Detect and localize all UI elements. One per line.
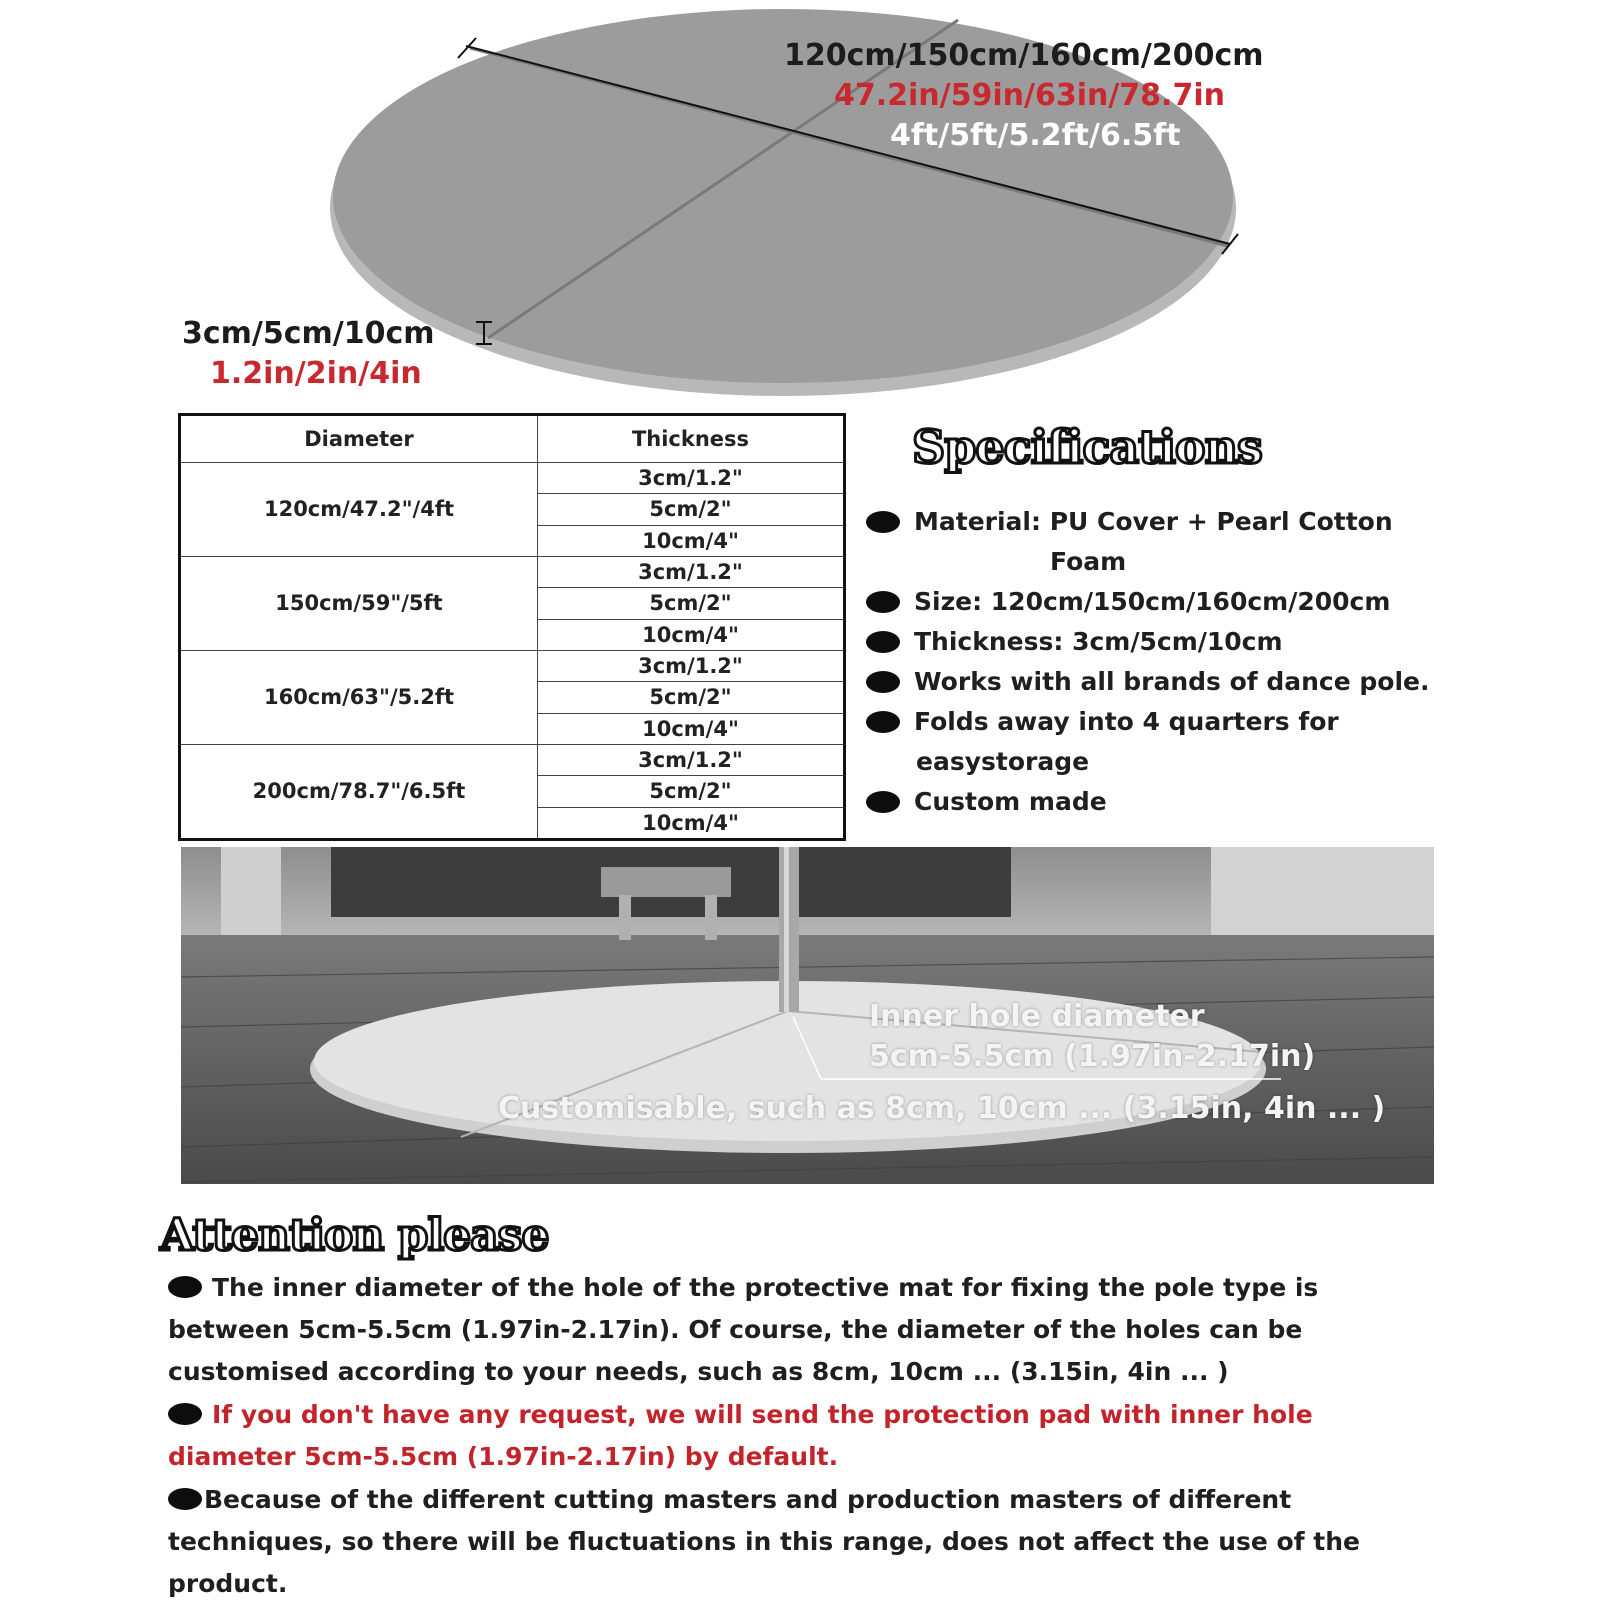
attention-text: If you don't have any request, we will send the protection pad with inner hole diameter 5cm-5.5cm (1.97in-2.17in) by default.	[168, 1400, 1313, 1471]
thickness-cell: 10cm/4"	[538, 525, 845, 556]
spec-text-cont: Foam	[1050, 547, 1127, 576]
thickness-cell: 3cm/1.2"	[538, 556, 845, 587]
inner-hole-label: Inner hole diameter	[869, 999, 1205, 1034]
table-row	[180, 650, 845, 681]
table-row	[180, 744, 845, 775]
thickness-in-label: 1.2in/2in/4in	[210, 356, 422, 391]
table-leg	[619, 895, 631, 940]
thickness-cm-label: 3cm/5cm/10cm	[182, 316, 435, 351]
bullet-icon	[866, 511, 900, 533]
spec-item-material	[864, 502, 1584, 582]
product-photo	[181, 847, 1434, 1184]
diameter-cell: 160cm/63"/5.2ft	[180, 650, 538, 744]
spec-item-folding	[864, 702, 1584, 782]
table-furniture	[601, 867, 731, 897]
dance-pole-highlight	[784, 847, 789, 1012]
thickness-cell: 3cm/1.2"	[538, 744, 845, 775]
attention-paragraph-2	[168, 1394, 1448, 1478]
table-row	[180, 556, 845, 587]
spec-text: Size: 120cm/150cm/160cm/200cm	[914, 587, 1391, 616]
spec-text: Custom made	[914, 787, 1107, 816]
thickness-cell: 5cm/2"	[538, 494, 845, 525]
window-light	[1211, 847, 1434, 947]
spec-text: Material: PU Cover + Pearl Cotton	[914, 507, 1393, 536]
attention-paragraph-3	[168, 1479, 1448, 1605]
attention-paragraph-1	[168, 1267, 1448, 1393]
door-frame	[221, 847, 281, 942]
spec-item-compatibility	[864, 662, 1584, 702]
attention-text: Because of the different cutting masters and production masters of different techniques, so there will be fluctuations in this range, does not affect the use of the product.	[168, 1485, 1360, 1598]
spec-text: Thickness: 3cm/5cm/10cm	[914, 627, 1283, 656]
spec-text: Works with all brands of dance pole.	[914, 667, 1430, 696]
bullet-icon	[866, 671, 900, 693]
diameter-cell: 120cm/47.2"/4ft	[180, 463, 538, 557]
diameter-cell: 200cm/78.7"/6.5ft	[180, 744, 538, 839]
table-header-diameter: Diameter	[180, 415, 538, 463]
diameter-in-label: 47.2in/59in/63in/78.7in	[834, 78, 1225, 113]
bullet-icon	[866, 631, 900, 653]
customisable-label: Customisable, such as 8cm, 10cm ... (3.15in, 4in ... )	[498, 1091, 1386, 1126]
thickness-cell: 5cm/2"	[538, 588, 845, 619]
attention-title: Attention please	[160, 1210, 549, 1261]
table-row	[180, 463, 845, 494]
thickness-cell: 10cm/4"	[538, 807, 845, 839]
bullet-icon	[168, 1488, 202, 1510]
spec-item-custom	[864, 782, 1584, 822]
inner-hole-size-label: 5cm-5.5cm (1.97in-2.17in)	[869, 1039, 1316, 1074]
specifications-title: Specifications	[912, 420, 1262, 474]
bullet-icon	[168, 1276, 202, 1298]
spec-text: Folds away into 4 quarters for	[914, 707, 1339, 736]
specifications-list	[864, 502, 1584, 822]
spec-item-thickness	[864, 622, 1584, 662]
spec-text-cont: easystorage	[916, 747, 1090, 776]
table-header-thickness: Thickness	[538, 415, 845, 463]
bullet-icon	[866, 791, 900, 813]
bullet-icon	[168, 1403, 202, 1425]
attention-text: The inner diameter of the hole of the protective mat for fixing the pole type is between 5cm-5.5cm (1.97in-2.17in). Of course, the diameter of the holes can be customised according to your needs, such as 8cm, 10cm ... (3.15in, 4in ... )	[168, 1273, 1319, 1386]
thickness-cell: 5cm/2"	[538, 776, 845, 807]
bullet-icon	[866, 711, 900, 733]
thickness-cell: 10cm/4"	[538, 619, 845, 650]
spec-item-size	[864, 582, 1584, 622]
thickness-cell: 5cm/2"	[538, 682, 845, 713]
diameter-cell: 150cm/59"/5ft	[180, 556, 538, 650]
bullet-icon	[866, 591, 900, 613]
thickness-cell: 3cm/1.2"	[538, 463, 845, 494]
table-leg	[705, 895, 717, 940]
room-scene	[181, 847, 1434, 1184]
thickness-cell: 3cm/1.2"	[538, 650, 845, 681]
size-table	[178, 413, 846, 841]
diameter-cm-label: 120cm/150cm/160cm/200cm	[784, 38, 1264, 73]
diameter-ft-label: 4ft/5ft/5.2ft/6.5ft	[890, 118, 1181, 153]
thickness-cell: 10cm/4"	[538, 713, 845, 744]
